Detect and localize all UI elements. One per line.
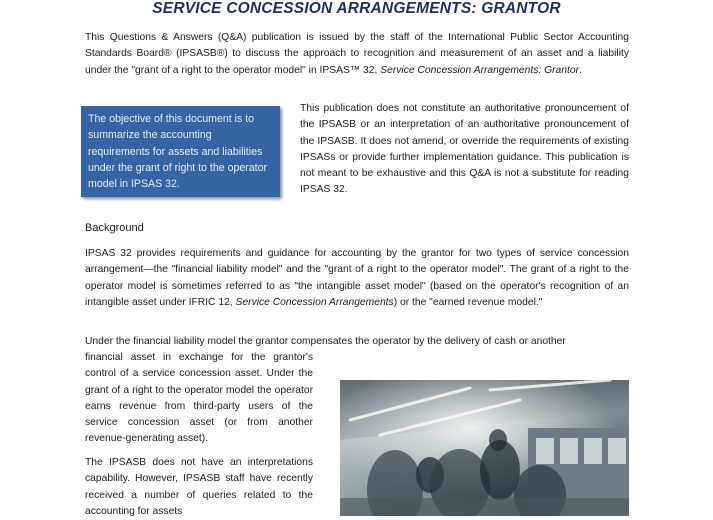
callout-text: The objective of this document is to summarize the accounting requirements for assets and liabilities under the grant of right to the operator model in IPSAS 32. — [88, 113, 268, 191]
bg-para1-italic: Service Concession Arrangements — [235, 296, 394, 308]
intro-italic-title: Service Concession Arrangements: Grantor — [380, 64, 580, 76]
background-paragraph-1 — [85, 246, 629, 311]
bg-para1-text: IPSAS 32 provides requirements and guidance for accounting by the grantor for two types of service concession arrangement—the "financial liability model" and the "grant of a right to the operator model". The grant of a right to the operator model is sometimes referred to as "the intangible asset model" (based on the operator's recognition of an intangible asset under IFRIC 12, — [85, 248, 629, 308]
background-paragraph-2-rest: financial asset in exchange for the grantor's control of a service concession asset. Under the grant of a right to the operator model the operator earns revenue from third-party users of the service concession asset (or from another revenue-generating asset). — [85, 352, 313, 445]
subway-station-photo — [340, 380, 629, 516]
bg-para1-end: ) or the "earned revenue model." — [393, 296, 543, 308]
document-title: SERVICE CONCESSION ARRANGEMENTS: GRANTOR — [152, 0, 561, 17]
disclaimer-paragraph: This publication does not constitute an authoritative pronouncement of the IPSASB or an interpretation of an authoritative pronouncement of the IPSASB. It does not amend, or override the requirements of existing IPSASs or provide further implementation guidance. This publication is not meant to be exhaustive and this Q&A is not a substitute for reading IPSAS 32. — [300, 103, 629, 196]
objective-callout — [81, 106, 280, 197]
intro-paragraph — [85, 30, 629, 79]
background-paragraph-2-line1: Under the financial liability model the grantor compensates the operator by the delivery of cash or another — [85, 336, 566, 347]
intro-end: . — [579, 64, 582, 76]
background-paragraph-3: The IPSASB does not have an interpretations capability. However, IPSASB staff have recently received a number of queries related to the accounting for assets — [85, 457, 313, 517]
intro-text: This Questions & Answers (Q&A) publication is issued by the staff of the International Public Sector Accounting Standards Board® (IPSASB®) to discuss the approach to recognition and measurement of an asset and a liability under the "grant of a right to the operator model" in IPSAS™ 32, — [85, 32, 629, 76]
background-heading: Background — [85, 222, 144, 234]
